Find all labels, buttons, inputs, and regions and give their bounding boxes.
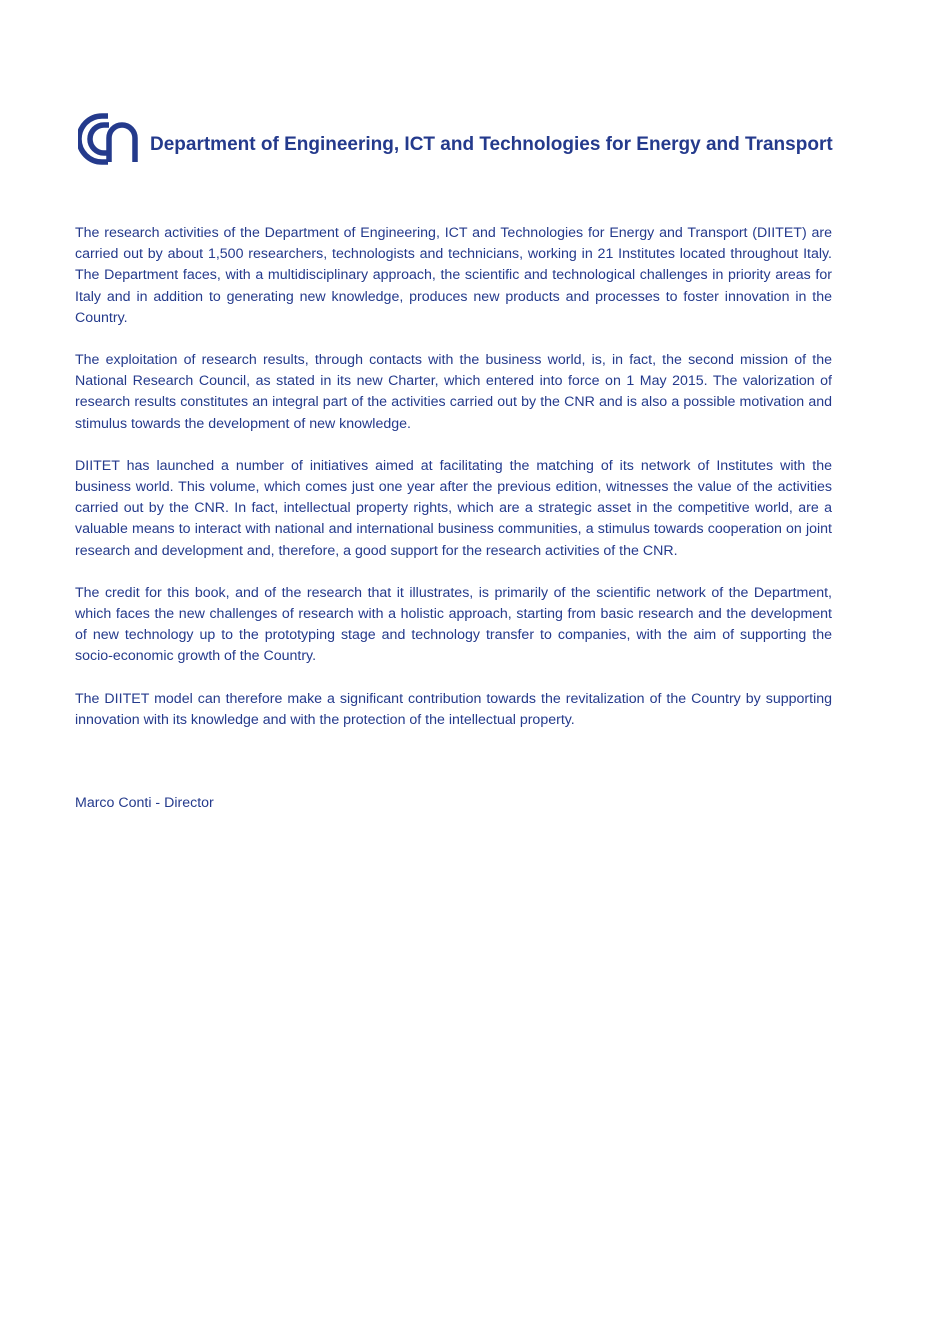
department-title: Department of Engineering, ICT and Technologies for Energy and Transport bbox=[150, 134, 833, 155]
document-header bbox=[78, 112, 848, 166]
signature: Marco Conti - Director bbox=[75, 795, 214, 811]
paragraph-exploitation: The exploitation of research results, through contacts with the business world, is, in fact, the second mission of the National Research Council, as stated in its new Charter, which entered into force on 1 May 2015. The valorization of research results constitutes an integral part of the activities carried out by the CNR and is also a possible motivation and stimulus towards the development of new knowledge. bbox=[75, 352, 832, 432]
paragraph-intro: The research activities of the Department of Engineering, ICT and Technologies for Energy and Transport (DIITET) are carried out by about 1,500 researchers, technologists and technicians, working in 21 Institutes located throughout Italy. The Department faces, with a multidisciplinary approach, the scientific and technological challenges in priority areas for Italy and in addition to generating new knowledge, produces new products and processes to foster innovation in the Country. bbox=[75, 225, 832, 326]
body-text bbox=[75, 223, 832, 752]
cnr-logo-icon bbox=[78, 112, 138, 166]
paragraph-credit: The credit for this book, and of the research that it illustrates, is primarily of the scientific network of the Department, which faces the new challenges of research with a holistic approach, starting from basic research and the development of new technology up to the prototyping stage and technology transfer to companies, with the aim of supporting the socio-economic growth of the Country. bbox=[75, 584, 832, 665]
paragraph-model: The DIITET model can therefore make a significant contribution towards the revitalization of the Country by supporting innovation with its knowledge and with the protection of the intellectual property. bbox=[75, 690, 832, 728]
paragraph-initiatives: DIITET has launched a number of initiatives aimed at facilitating the matching of its network of Institutes with the business world. This volume, which comes just one year after the previous edition, witnesses the value of the activities carried out by the CNR. In fact, intellectual property rights, which are a strategic asset in the competitive world, are a valuable means to interact with national and international business communities, a stimulus towards cooperation on joint research and development and, therefore, a good support for the research activities of the CNR. bbox=[75, 457, 832, 559]
